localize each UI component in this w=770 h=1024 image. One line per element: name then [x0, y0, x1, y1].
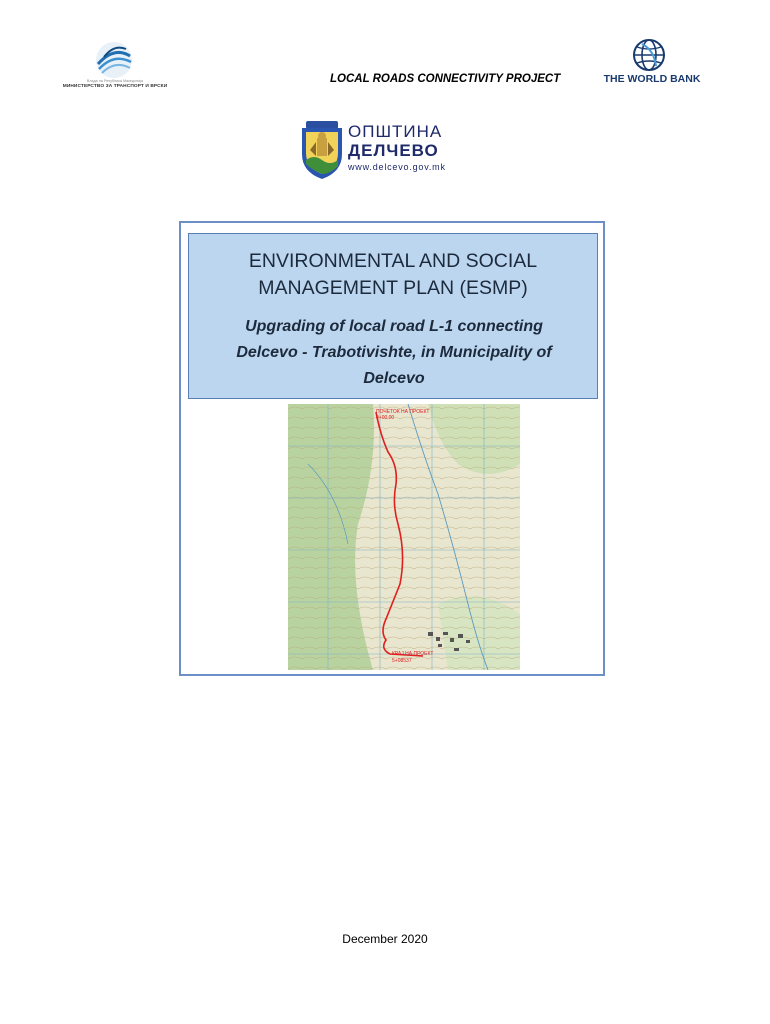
municipality-crest-icon	[298, 120, 346, 180]
route-map	[288, 404, 520, 670]
document-date: December 2020	[342, 932, 428, 946]
municipality-logo	[298, 120, 458, 182]
title-line-2: MANAGEMENT PLAN (ESMP)	[258, 277, 528, 299]
title-line-1: ENVIRONMENTAL AND SOCIAL	[248, 250, 538, 272]
end-label: КРАЈ НА ПРОЕКТ	[392, 651, 434, 657]
document-title	[189, 248, 597, 302]
globe-icon	[632, 38, 666, 72]
title-box	[188, 233, 598, 399]
municipality-website: www.delcevo.gov.mk	[348, 162, 446, 172]
municipality-label: ОПШТИНА	[348, 122, 443, 141]
project-title: LOCAL ROADS CONNECTIVITY PROJECT	[330, 73, 561, 85]
subtitle-line-1: Upgrading of local road L-1 connecting	[245, 318, 543, 335]
document-subtitle	[207, 314, 581, 392]
ministry-caption: Влада на Република Македонија	[86, 79, 144, 83]
subtitle-line-2: Delcevo - Trabotivishte, in Municipality of	[236, 344, 552, 361]
subtitle-line-3: Delcevo	[363, 370, 425, 387]
world-bank-name: THE WORLD BANK	[603, 73, 701, 85]
start-chainage: 0+00.00	[376, 415, 395, 421]
ministry-name: МИНИСТЕРСТВО ЗА ТРАНСПОРТ И ВРСКИ	[62, 84, 168, 89]
municipality-name: ДЕЛЧЕВО	[348, 141, 439, 160]
end-chainage: 5+08537	[392, 658, 412, 664]
world-bank-logo	[600, 38, 704, 88]
start-label: ПОЧЕТОК НА ПРОЕКТ	[376, 409, 430, 415]
ministry-logo	[60, 40, 170, 92]
ministry-emblem-icon	[94, 40, 134, 80]
